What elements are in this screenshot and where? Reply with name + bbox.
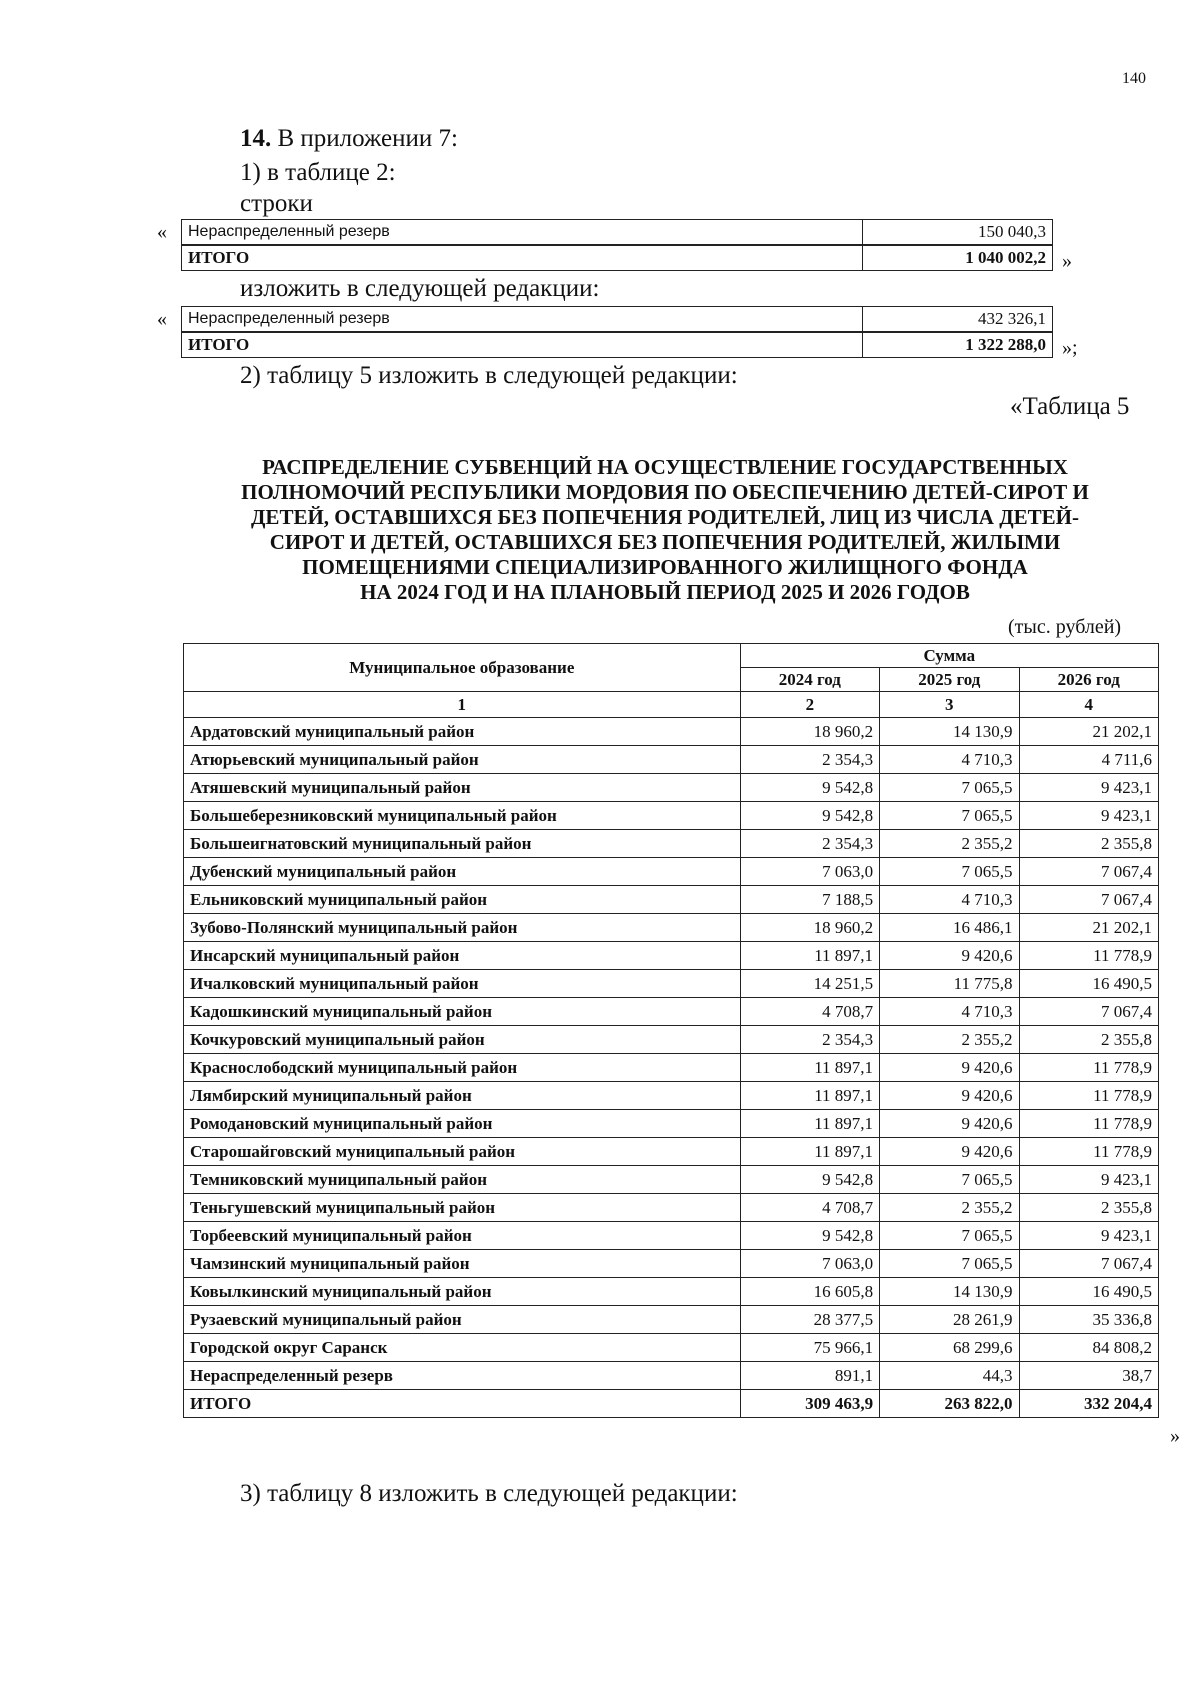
amount-cell: 2 354,3 [740,1026,879,1054]
title-line: ДЕТЕЙ, ОСТАВШИХСЯ БЕЗ ПОПЕЧЕНИЯ РОДИТЕЛЕЙ, ЛИЦ ИЗ ЧИСЛА ДЕТЕЙ- [250,505,1079,529]
amount-cell: 7 065,5 [880,858,1019,886]
header-row [184,644,1159,668]
column-number: 1 [184,692,741,718]
close-quote: » [1062,250,1072,272]
amount-cell: 28 261,9 [880,1306,1019,1334]
table-row [184,1306,1159,1334]
item-number: 14. [240,125,272,152]
amount-cell: 4 710,3 [880,886,1019,914]
close-quote-semicolon: »; [1062,337,1078,359]
amount-cell: 2 355,8 [1019,1026,1158,1054]
table-row [184,1138,1159,1166]
row-value: 1 322 288,0 [863,332,1053,358]
amount-cell: 11 778,9 [1019,1082,1158,1110]
amount-cell: 7 067,4 [1019,858,1158,886]
amount-cell: 28 377,5 [740,1306,879,1334]
amount-cell: 21 202,1 [1019,718,1158,746]
old-rows-table [181,219,1053,271]
amount-cell: 11 778,9 [1019,942,1158,970]
column-number-row [184,692,1159,718]
table-row [184,1054,1159,1082]
header-year: 2024 год [740,668,879,692]
subitem-1: 1) в таблице 2: [240,159,396,186]
municipality-name: Атюрьевский муниципальный район [184,746,741,774]
municipality-name: Рузаевский муниципальный район [184,1306,741,1334]
amount-cell: 11 897,1 [740,1082,879,1110]
amount-cell: 16 486,1 [880,914,1019,942]
amount-cell: 11 897,1 [740,1138,879,1166]
municipality-name: Инсарский муниципальный район [184,942,741,970]
units-label: (тыс. рублей) [1008,616,1122,638]
subitem-2: 2) таблицу 5 изложить в следующей редакции: [240,362,738,389]
total-label: ИТОГО [184,1390,741,1418]
amount-cell: 2 355,8 [1019,1194,1158,1222]
amount-cell: 2 355,8 [1019,830,1158,858]
amount-cell: 4 708,7 [740,998,879,1026]
amount-cell: 891,1 [740,1362,879,1390]
amount-cell: 75 966,1 [740,1334,879,1362]
amendment-item-14 [240,125,458,153]
column-number: 4 [1019,692,1158,718]
municipality-name: Ковылкинский муниципальный район [184,1278,741,1306]
amount-cell: 11 775,8 [880,970,1019,998]
header-year: 2025 год [880,668,1019,692]
municipality-name: Краснослободский муниципальный район [184,1054,741,1082]
total-amount: 263 822,0 [880,1390,1019,1418]
subitem-3: 3) таблицу 8 изложить в следующей редакции: [240,1480,738,1507]
amount-cell: 7 065,5 [880,1166,1019,1194]
amount-cell: 16 490,5 [1019,970,1158,998]
amount-cell: 11 778,9 [1019,1110,1158,1138]
table-row [184,1362,1159,1390]
table-row [184,1026,1159,1054]
amount-cell: 2 355,2 [880,1194,1019,1222]
municipality-name: Кочкуровский муниципальный район [184,1026,741,1054]
amount-cell: 7 063,0 [740,858,879,886]
table-title [170,455,1160,605]
amount-cell: 2 355,2 [880,830,1019,858]
amount-cell: 7 188,5 [740,886,879,914]
header-sum: Сумма [740,644,1158,668]
restate-text: изложить в следующей редакции: [240,275,600,302]
amount-cell: 4 710,3 [880,746,1019,774]
municipality-name: Атяшевский муниципальный район [184,774,741,802]
total-row [184,1390,1159,1418]
total-amount: 332 204,4 [1019,1390,1158,1418]
amount-cell: 4 710,3 [880,998,1019,1026]
municipality-name: Нераспределенный резерв [184,1362,741,1390]
amount-cell: 16 490,5 [1019,1278,1158,1306]
title-line: ПОМЕЩЕНИЯМИ СПЕЦИАЛИЗИРОВАННОГО ЖИЛИЩНОГО ФОНДА [302,555,1028,579]
amount-cell: 14 251,5 [740,970,879,998]
open-quote: « [157,308,167,330]
close-quote: » [1170,1425,1180,1447]
amount-cell: 9 420,6 [880,1138,1019,1166]
municipality-name: Большеигнатовский муниципальный район [184,830,741,858]
amount-cell: 4 711,6 [1019,746,1158,774]
amount-cell: 9 420,6 [880,942,1019,970]
amount-cell: 7 065,5 [880,802,1019,830]
item-text: В приложении 7: [271,125,458,152]
table-row [184,1110,1159,1138]
title-line: РАСПРЕДЕЛЕНИЕ СУБВЕНЦИЙ НА ОСУЩЕСТВЛЕНИЕ ГОСУДАРСТВЕННЫХ [262,455,1068,479]
municipality-name: Зубово-Полянский муниципальный район [184,914,741,942]
total-amount: 309 463,9 [740,1390,879,1418]
page-number: 140 [1122,70,1146,87]
table-row [182,245,1053,271]
municipality-name: Дубенский муниципальный район [184,858,741,886]
title-line: ПОЛНОМОЧИЙ РЕСПУБЛИКИ МОРДОВИЯ ПО ОБЕСПЕЧЕНИЮ ДЕТЕЙ-СИРОТ И [241,480,1089,504]
amount-cell: 7 065,5 [880,774,1019,802]
municipality-name: Ельниковский муниципальный район [184,886,741,914]
table-row [184,858,1159,886]
municipality-name: Теньгушевский муниципальный район [184,1194,741,1222]
amount-cell: 9 423,1 [1019,802,1158,830]
municipality-name: Городской округ Саранск [184,1334,741,1362]
table-reference: «Таблица 5 [1010,393,1130,420]
amount-cell: 9 423,1 [1019,1222,1158,1250]
amount-cell: 11 897,1 [740,1110,879,1138]
amount-cell: 38,7 [1019,1362,1158,1390]
municipality-name: Старошайговский муниципальный район [184,1138,741,1166]
amount-cell: 11 897,1 [740,942,879,970]
amount-cell: 7 067,4 [1019,1250,1158,1278]
table-row [184,1278,1159,1306]
amount-cell: 4 708,7 [740,1194,879,1222]
amount-cell: 16 605,8 [740,1278,879,1306]
table-row [184,1334,1159,1362]
amount-cell: 14 130,9 [880,718,1019,746]
subventions-table [183,643,1159,1418]
amount-cell: 9 542,8 [740,1166,879,1194]
municipality-name: Ардатовский муниципальный район [184,718,741,746]
rows-word: строки [240,190,313,217]
amount-cell: 9 420,6 [880,1110,1019,1138]
table-row [182,332,1053,358]
amount-cell: 9 420,6 [880,1054,1019,1082]
amount-cell: 11 778,9 [1019,1138,1158,1166]
amount-cell: 9 420,6 [880,1082,1019,1110]
title-line: НА 2024 ГОД И НА ПЛАНОВЫЙ ПЕРИОД 2025 И 2026 ГОДОВ [360,580,970,604]
table-row [184,914,1159,942]
amount-cell: 2 355,2 [880,1026,1019,1054]
amount-cell: 9 542,8 [740,774,879,802]
amount-cell: 9 423,1 [1019,774,1158,802]
amount-cell: 7 063,0 [740,1250,879,1278]
header-entity: Муниципальное образование [184,644,741,692]
amount-cell: 14 130,9 [880,1278,1019,1306]
table-row [184,998,1159,1026]
amount-cell: 11 778,9 [1019,1054,1158,1082]
row-label: ИТОГО [182,245,863,271]
table-row [184,718,1159,746]
amount-cell: 2 354,3 [740,830,879,858]
table-row [184,886,1159,914]
open-quote: « [157,221,167,243]
table-row [184,1194,1159,1222]
amount-cell: 7 065,5 [880,1250,1019,1278]
municipality-name: Ичалковский муниципальный район [184,970,741,998]
header-year: 2026 год [1019,668,1158,692]
municipality-name: Торбеевский муниципальный район [184,1222,741,1250]
table-row [182,220,1053,246]
amount-cell: 18 960,2 [740,718,879,746]
table-row [184,774,1159,802]
amount-cell: 18 960,2 [740,914,879,942]
table-row [184,970,1159,998]
municipality-name: Большеберезниковский муниципальный район [184,802,741,830]
amount-cell: 84 808,2 [1019,1334,1158,1362]
amount-cell: 7 065,5 [880,1222,1019,1250]
column-number: 3 [880,692,1019,718]
amount-cell: 21 202,1 [1019,914,1158,942]
table-row [184,746,1159,774]
table-row [184,942,1159,970]
amount-cell: 44,3 [880,1362,1019,1390]
row-value: 432 326,1 [863,307,1053,333]
amount-cell: 9 423,1 [1019,1166,1158,1194]
row-value: 150 040,3 [863,220,1053,246]
amount-cell: 9 542,8 [740,802,879,830]
title-line: СИРОТ И ДЕТЕЙ, ОСТАВШИХСЯ БЕЗ ПОПЕЧЕНИЯ РОДИТЕЛЕЙ, ЖИЛЫМИ [269,530,1061,554]
table-row [184,1082,1159,1110]
amount-cell: 11 897,1 [740,1054,879,1082]
municipality-name: Темниковский муниципальный район [184,1166,741,1194]
amount-cell: 2 354,3 [740,746,879,774]
row-label: Нераспределенный резерв [182,220,863,246]
row-label: Нераспределенный резерв [182,307,863,333]
amount-cell: 35 336,8 [1019,1306,1158,1334]
municipality-name: Лямбирский муниципальный район [184,1082,741,1110]
table-row [184,830,1159,858]
municipality-name: Кадошкинский муниципальный район [184,998,741,1026]
column-number: 2 [740,692,879,718]
row-value: 1 040 002,2 [863,245,1053,271]
amount-cell: 7 067,4 [1019,886,1158,914]
amount-cell: 9 542,8 [740,1222,879,1250]
table-row [182,307,1053,333]
municipality-name: Ромодановский муниципальный район [184,1110,741,1138]
amount-cell: 7 067,4 [1019,998,1158,1026]
table-row [184,802,1159,830]
table-row [184,1250,1159,1278]
table-row [184,1222,1159,1250]
amount-cell: 68 299,6 [880,1334,1019,1362]
row-label: ИТОГО [182,332,863,358]
municipality-name: Чамзинский муниципальный район [184,1250,741,1278]
new-rows-table [181,306,1053,358]
table-row [184,1166,1159,1194]
